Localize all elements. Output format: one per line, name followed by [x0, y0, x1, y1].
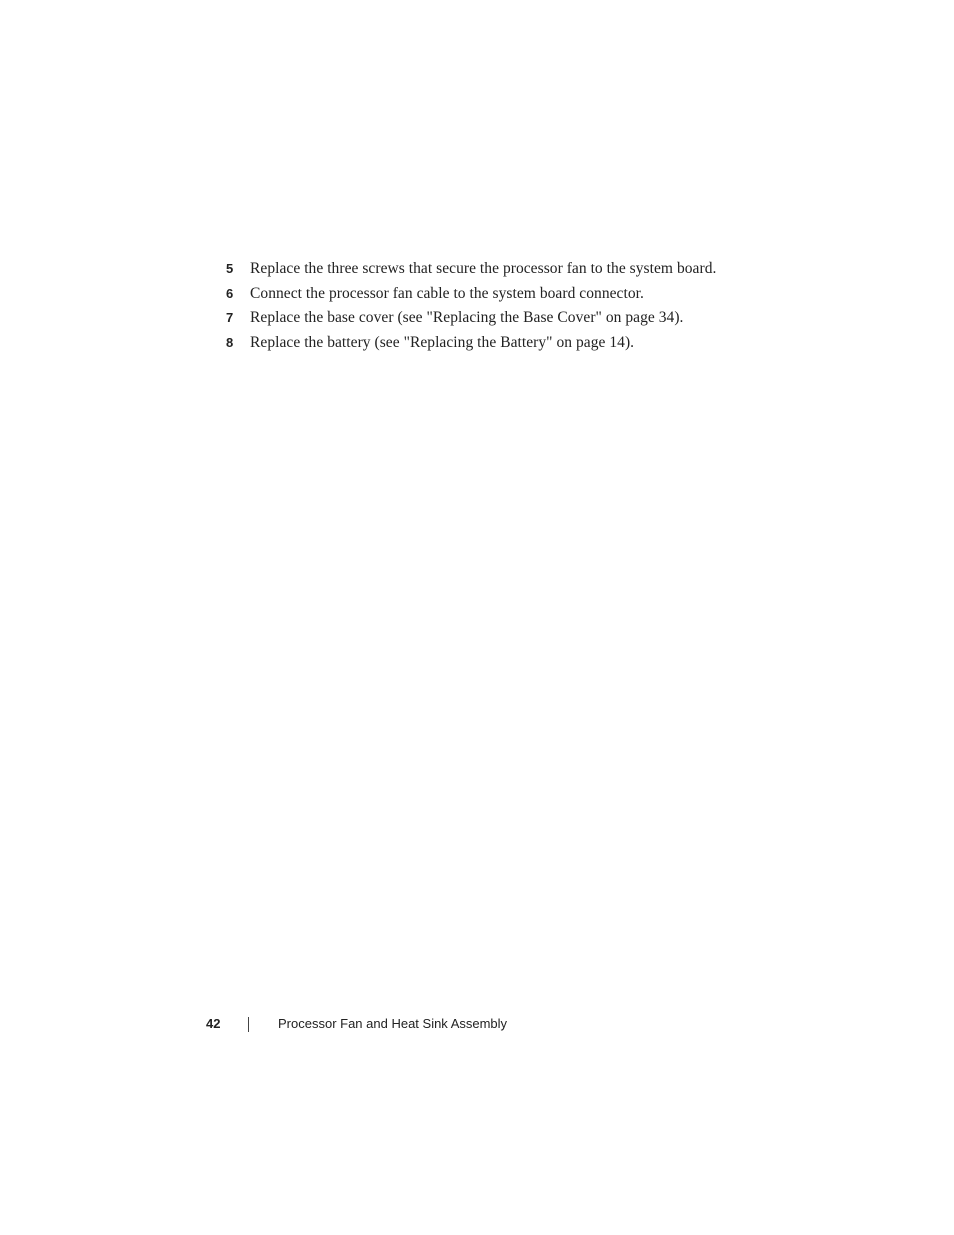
step-number: 7 — [226, 310, 234, 326]
step-text: Replace the three screws that secure the processor fan to the system board. — [250, 260, 717, 277]
step-text: Connect the processor fan cable to the system board connector. — [250, 284, 644, 302]
step-number: 6 — [226, 285, 234, 301]
step-number: 8 — [226, 335, 234, 351]
footer-section-title: Processor Fan and Heat Sink Assembly — [278, 1016, 508, 1031]
step-number: 5 — [226, 261, 234, 276]
step-text: Replace the battery (see "Replacing the Battery" on page 14). — [250, 334, 635, 352]
page-footer — [0, 1014, 954, 1036]
footer-divider — [248, 1017, 249, 1032]
page-number: 42 — [206, 1016, 221, 1031]
step-text: Replace the base cover (see "Replacing the Base Cover" on page 34). — [250, 309, 684, 327]
